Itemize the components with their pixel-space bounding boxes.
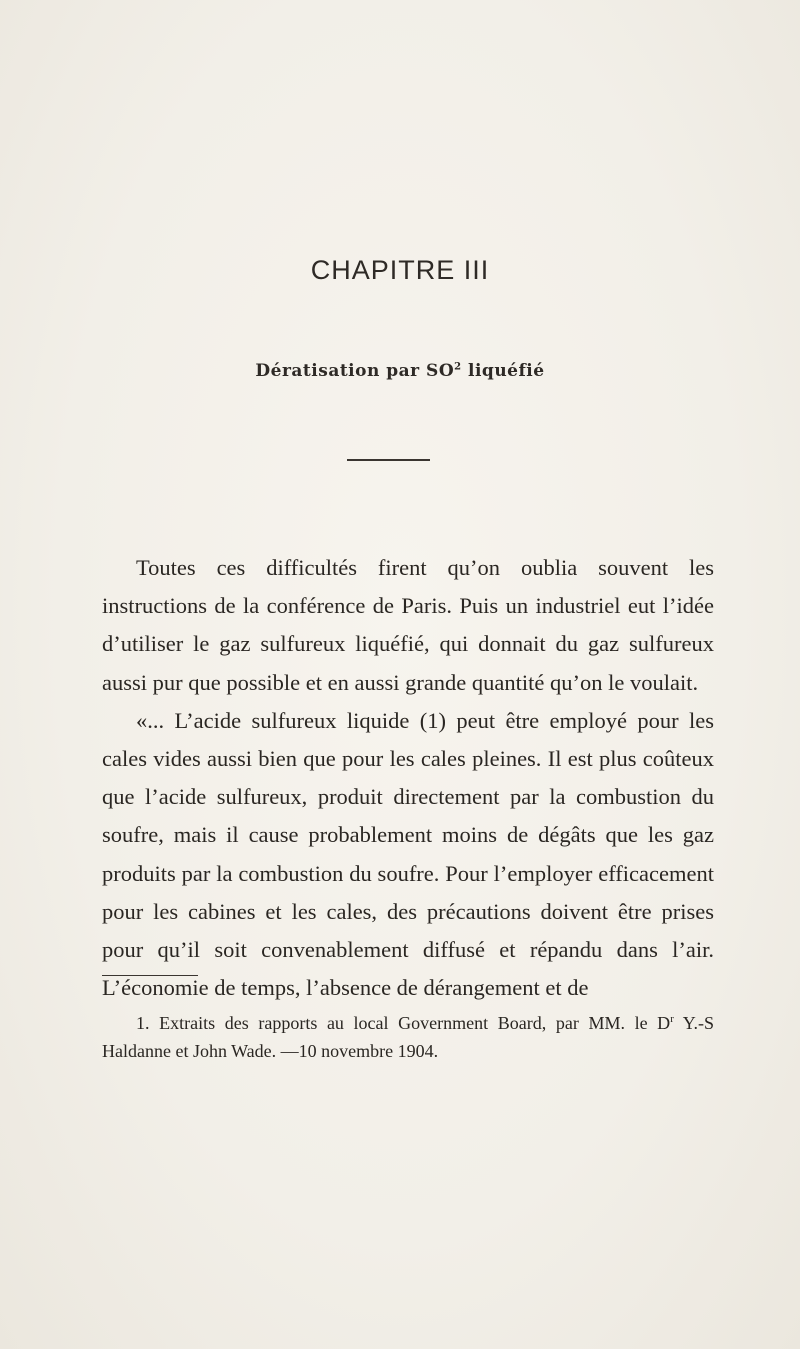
body-text: [102, 549, 714, 1007]
footnote-superscript: r: [670, 1013, 674, 1025]
paragraph-2: [102, 702, 714, 1008]
footnote-divider: [102, 975, 198, 976]
subtitle-text-after: liquéfié: [461, 361, 545, 381]
footnote-reference: (1): [419, 707, 446, 733]
chapter-title: CHAPITRE III: [310, 255, 490, 285]
subtitle-superscript: 2: [454, 361, 462, 373]
paragraph-1: Toutes ces difficultés firent qu’on oublia souvent les instructions de la conférence de Paris. Puis un industriel eut l’idée d’utiliser le gaz sulfureux liquéfié, qui donnait du gaz sulfureux aussi pur que possible et en aussi grande quantité qu’on le voulait.: [102, 555, 714, 695]
chapter-subtitle: [0, 361, 800, 381]
subtitle-text-before: Dératisation par SO: [255, 361, 455, 381]
paragraph-2-text-after: peut être employé pour les cales vides aussi bien que pour les cales pleines. Il est plus coûteux que l’acide sulfureux, produit directement par la combustion du soufre, mais il cause probablement moins de dégâts que les gaz produits par la combustion du soufre. Pour l’employer efficacement pour les cabines et les cales, des précautions doivent être prises pour qu’il soit convenablement diffusé et répandu dans l’air. L’économie de temps, l’absence de dérangement et de: [102, 707, 714, 1001]
footnote-text-after: Y.-S Haldanne et John Wade. —10 novembre 1904.: [102, 1013, 714, 1061]
paragraph-2-text-before: «... L’acide sulfureux liquide: [136, 707, 420, 733]
footnote-number: 1.: [136, 1013, 150, 1033]
footnote-paragraph: [102, 1010, 714, 1065]
footnote-text-before: Extraits des rapports au local Government Board, par MM. le D: [149, 1013, 671, 1033]
footnote: [102, 1010, 714, 1065]
title-divider: [347, 459, 430, 461]
